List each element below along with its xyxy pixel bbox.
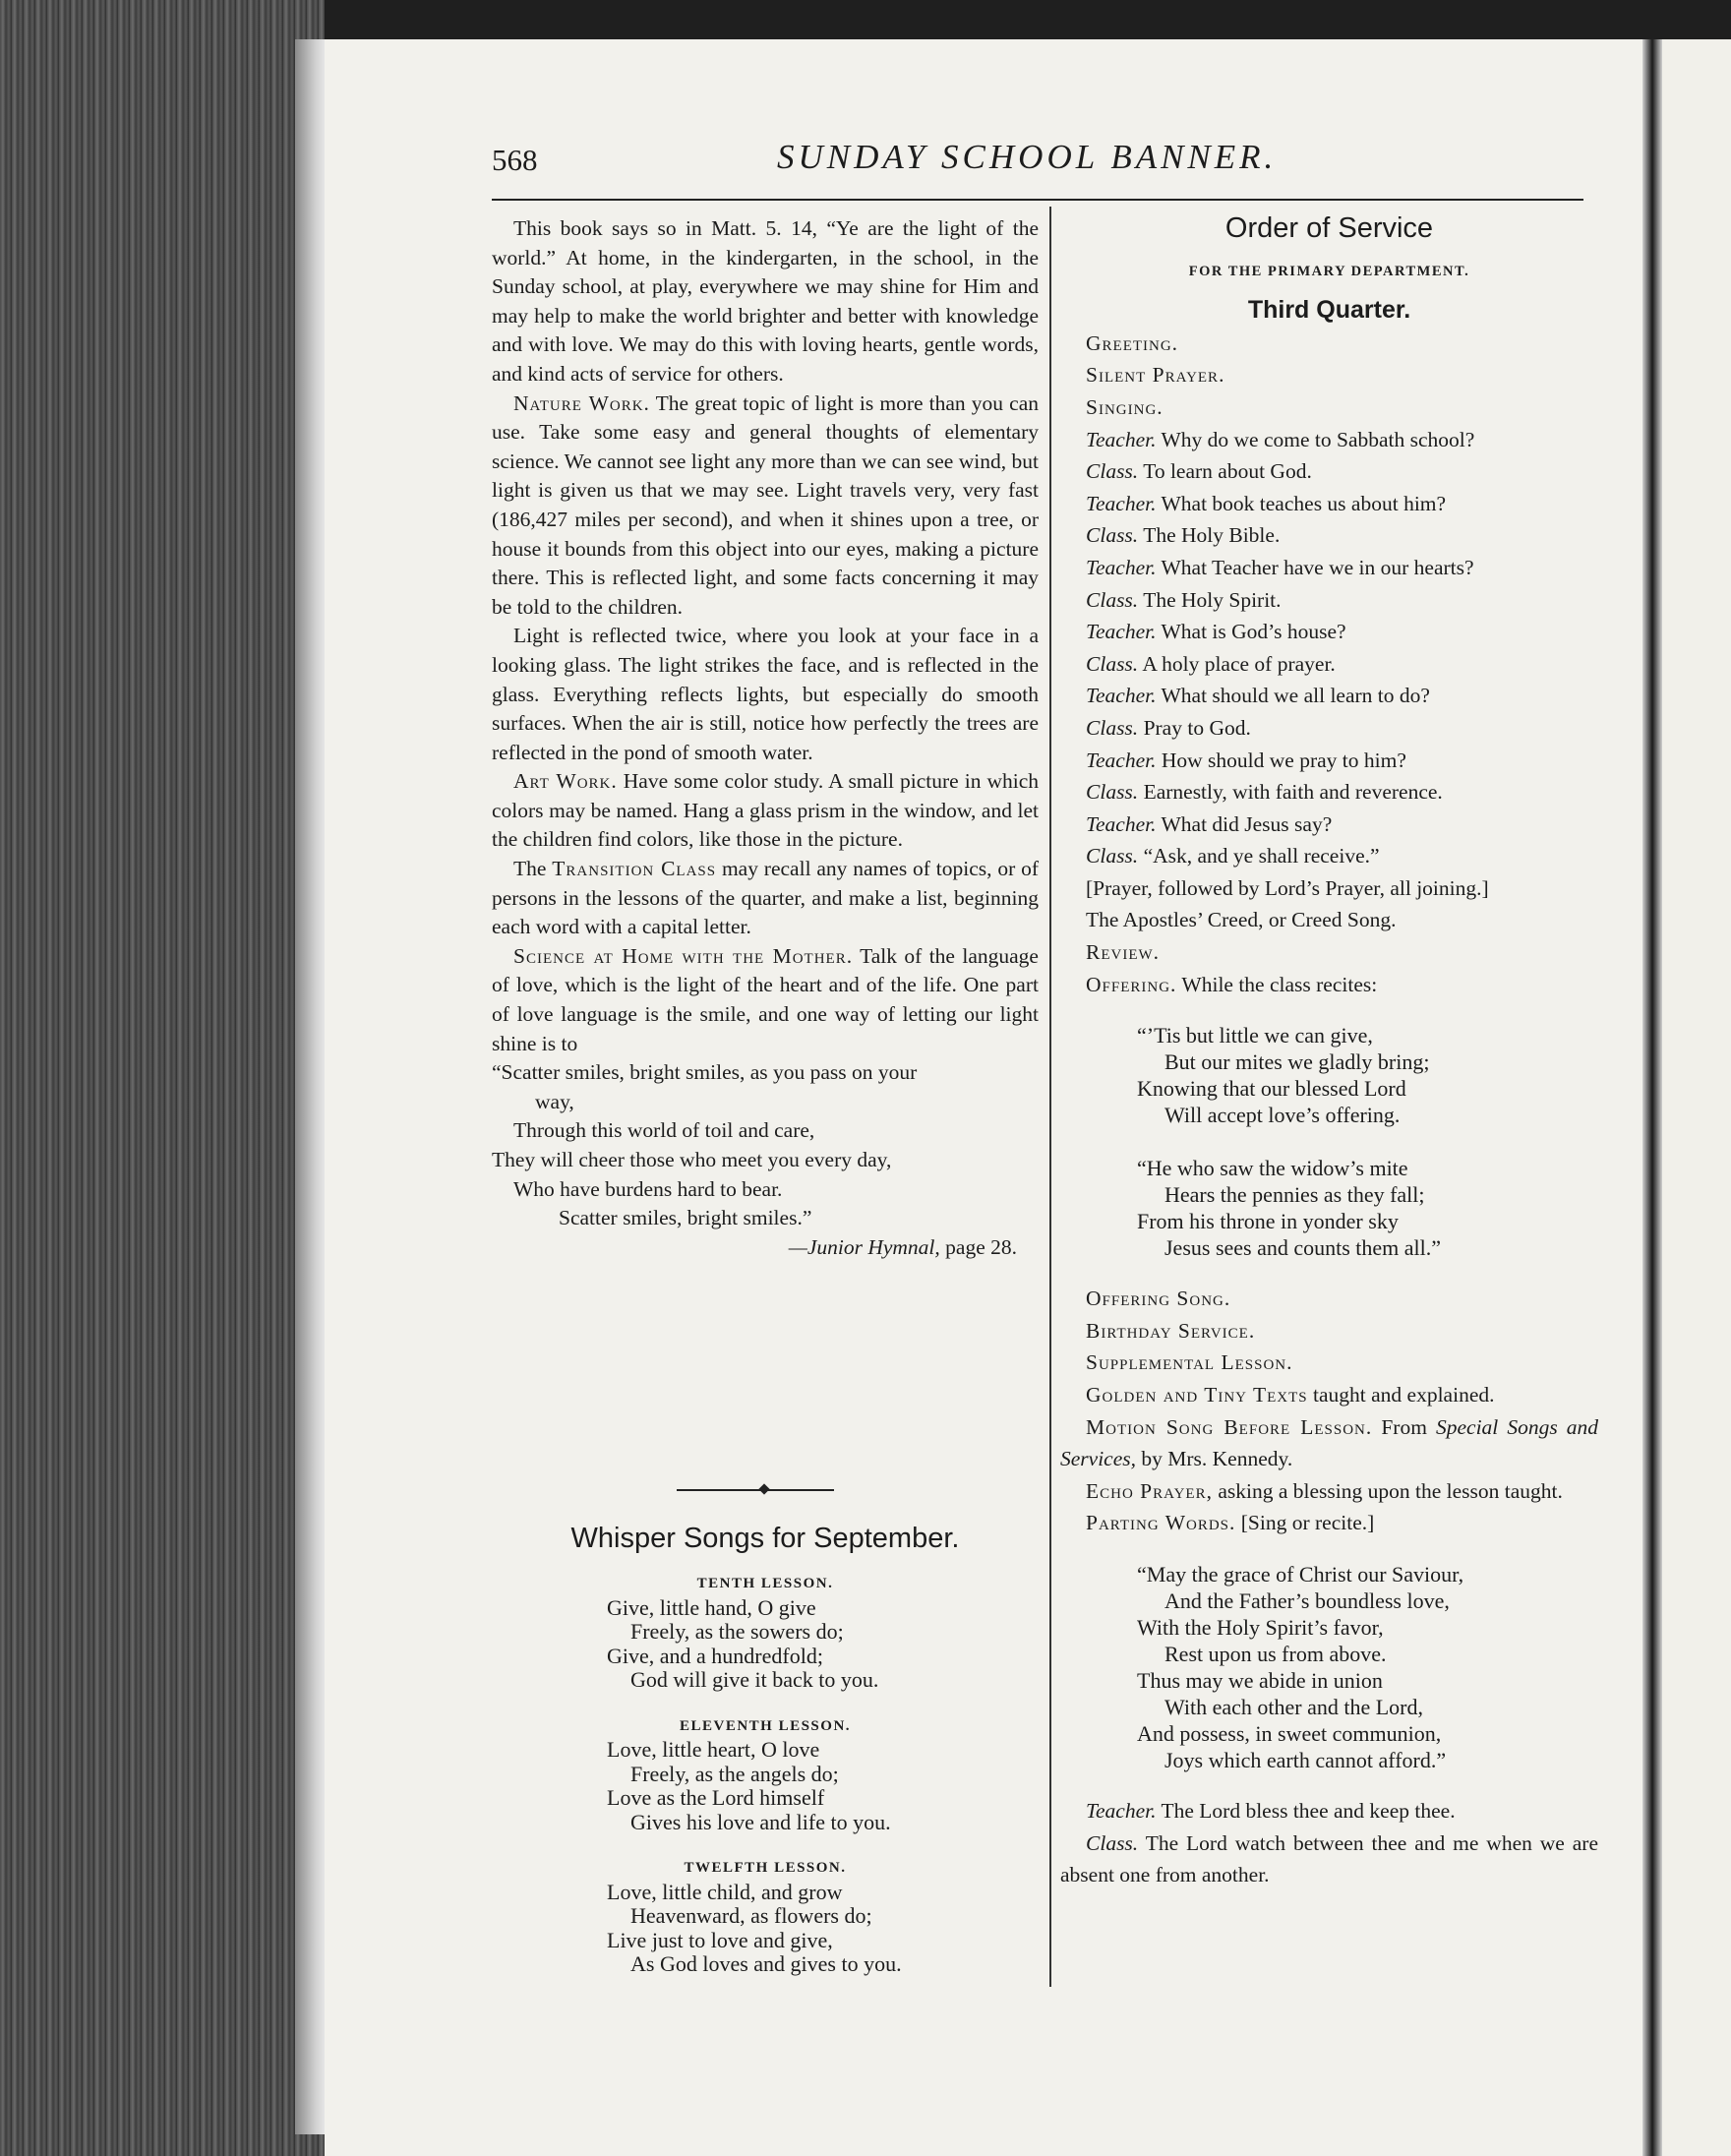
- page-number: 568: [492, 143, 538, 177]
- poem-line: Rest upon us from above.: [1164, 1642, 1387, 1666]
- poem-line: “’Tis but little we can give,: [1137, 1023, 1373, 1048]
- poem-line: Thus may we abide in union: [1137, 1668, 1383, 1693]
- paragraph-text: Talk of the language of love, which is the light of the heart and of the life. One part of love language is the smile, and one way of letting our light shine is to: [492, 943, 1039, 1055]
- song: [607, 1596, 1039, 1693]
- attribution-work: —Junior Hymnal,: [788, 1234, 940, 1259]
- section-lead: Transition Class: [552, 857, 717, 881]
- speaker-label: Class.: [1086, 780, 1139, 805]
- poem-line: But our mites we gladly bring;: [1164, 1049, 1430, 1075]
- item-lead: Golden and Tiny Texts: [1086, 1383, 1308, 1407]
- dialogue-text: A holy place of prayer.: [1142, 651, 1336, 676]
- offering-poem: [1137, 1022, 1598, 1261]
- verse-line: They will cheer those who meet you every day,: [492, 1148, 892, 1171]
- column-rule: [1049, 207, 1051, 1987]
- order-subtitle: FOR THE PRIMARY DEPARTMENT.: [1188, 263, 1470, 279]
- poem-line: With each other and the Lord,: [1164, 1695, 1424, 1719]
- item-lead: Motion Song Before Lesson.: [1086, 1414, 1373, 1439]
- item-text: The Lord watch between thee and me when we are absent one from another.: [1060, 1830, 1598, 1887]
- song: [607, 1881, 1039, 1977]
- song-line: Give, and a hundredfold;: [607, 1643, 823, 1668]
- teacher-line: [1060, 552, 1598, 584]
- verse-line: Through this world of toil and care,: [513, 1118, 815, 1143]
- book-spine-edges: [0, 0, 325, 2156]
- paragraph-text: may recall any names of topics, or of persons in the lessons of the quarter, and make a list, beginning each word with a capital letter.: [492, 857, 1040, 939]
- poem-line: Jesus sees and counts them all.”: [1164, 1235, 1442, 1261]
- song-line: Heavenward, as flowers do;: [630, 1903, 872, 1928]
- item-text: From: [1381, 1414, 1427, 1439]
- speaker-label: Class.: [1086, 459, 1139, 484]
- item-lead: Parting Words.: [1086, 1511, 1236, 1535]
- service-item: [1060, 969, 1598, 1001]
- speaker-label: Teacher.: [1086, 1799, 1157, 1823]
- song-line: God will give it back to you.: [630, 1667, 879, 1692]
- item-text: asking a blessing upon the lesson taught.: [1218, 1478, 1563, 1503]
- dialogue-text: What did Jesus say?: [1161, 811, 1333, 836]
- speaker-label: Teacher.: [1086, 620, 1157, 644]
- paragraph-text: The: [513, 857, 547, 881]
- poem-line: “May the grace of Christ our Saviour,: [1137, 1562, 1464, 1587]
- paragraph: [492, 855, 1039, 942]
- quarter-heading: Third Quarter.: [1247, 296, 1411, 325]
- poem-line: Joys which earth cannot afford.”: [1164, 1748, 1447, 1772]
- dialogue-text: What is God’s house?: [1161, 620, 1346, 644]
- song-line: Love, little heart, O love: [607, 1737, 820, 1762]
- item-text: by Mrs. Kennedy.: [1141, 1447, 1293, 1471]
- verse-attribution: [492, 1233, 1017, 1263]
- parting-poem: [1137, 1561, 1598, 1773]
- whisper-songs: [492, 1572, 1039, 1999]
- poem-line: And the Father’s boundless love,: [1164, 1588, 1450, 1613]
- service-item: Singing.: [1086, 394, 1164, 419]
- service-item: [1060, 1411, 1598, 1475]
- paragraph: [492, 942, 1039, 1058]
- item-text: [Sing or recite.]: [1240, 1511, 1375, 1535]
- dialogue-text: To learn about God.: [1143, 459, 1312, 484]
- attribution-page: page 28.: [945, 1234, 1017, 1259]
- class-line: [1060, 776, 1598, 808]
- song-line: Give, little hand, O give: [607, 1594, 816, 1620]
- dialogue-text: Pray to God.: [1143, 715, 1251, 740]
- service-item: [1060, 1827, 1598, 1891]
- class-line: [1060, 840, 1598, 872]
- dialogue-text: What Teacher have we in our hearts?: [1161, 555, 1474, 579]
- poem-line: And possess, in sweet communion,: [1137, 1721, 1442, 1746]
- lesson-heading: ELEVENTH LESSON.: [679, 1717, 852, 1734]
- teacher-line: [1060, 424, 1598, 456]
- running-title: SUNDAY SCHOOL BANNER.: [777, 138, 1278, 176]
- stanza-gap: [1137, 1128, 1598, 1155]
- class-line: [1060, 712, 1598, 745]
- verse-line: way,: [535, 1089, 574, 1113]
- service-item: Birthday Service.: [1086, 1318, 1256, 1343]
- speaker-label: Class.: [1086, 844, 1139, 868]
- dialogue-text: Why do we come to Sabbath school?: [1161, 427, 1475, 451]
- section-lead: Science at Home with the Mother.: [513, 943, 854, 968]
- item-text: The Lord bless thee and keep thee.: [1161, 1799, 1456, 1823]
- song-line: Live just to love and give,: [607, 1927, 833, 1952]
- service-item: The Apostles’ Creed, or Creed Song.: [1086, 908, 1397, 932]
- speaker-label: Teacher.: [1086, 748, 1157, 772]
- class-line: [1060, 584, 1598, 617]
- lesson-heading: TWELFTH LESSON.: [684, 1860, 847, 1876]
- service-item: Supplemental Lesson.: [1086, 1350, 1293, 1375]
- class-line: [1060, 519, 1598, 552]
- service-item: [Prayer, followed by Lord’s Prayer, all joining.]: [1086, 875, 1489, 900]
- item-book: Special Songs and Services,: [1060, 1414, 1599, 1471]
- song-line: Gives his love and life to you.: [630, 1809, 891, 1834]
- order-of-service-title: Order of Service: [1224, 212, 1434, 244]
- song-line: Freely, as the sowers do;: [630, 1619, 844, 1644]
- paragraph: [492, 389, 1039, 623]
- item-lead: Offering.: [1086, 972, 1177, 996]
- right-column: [1060, 214, 1598, 1891]
- song: [607, 1738, 1039, 1834]
- teacher-line: [1060, 488, 1598, 520]
- service-item: Silent Prayer.: [1086, 363, 1225, 388]
- speaker-label: Class.: [1086, 1830, 1139, 1855]
- service-item: [1060, 1507, 1598, 1539]
- service-item: Review.: [1086, 940, 1161, 965]
- speaker-label: Class.: [1086, 523, 1139, 548]
- item-lead: Echo Prayer,: [1086, 1478, 1213, 1503]
- speaker-label: Class.: [1086, 651, 1139, 676]
- poem-line: From his throne in yonder sky: [1137, 1209, 1399, 1234]
- speaker-label: Teacher.: [1086, 811, 1157, 836]
- speaker-label: Class.: [1086, 715, 1139, 740]
- item-text: While the class recites:: [1181, 972, 1378, 996]
- lesson-heading: TENTH LESSON.: [696, 1576, 834, 1591]
- dialogue-text: The Holy Bible.: [1143, 523, 1281, 548]
- verse-line: “Scatter smiles, bright smiles, as you pass on your: [492, 1060, 918, 1085]
- quoted-verse: [492, 1058, 1039, 1233]
- class-line: [1060, 455, 1598, 488]
- poem-line: Hears the pennies as they fall;: [1164, 1182, 1425, 1208]
- catechism-dialogue: [1060, 424, 1598, 872]
- page-stack-edge: [295, 39, 328, 2134]
- poem-line: “He who saw the widow’s mite: [1137, 1156, 1408, 1181]
- poem-line: With the Holy Spirit’s favor,: [1137, 1615, 1384, 1640]
- ornament-rule: [677, 1489, 834, 1491]
- speaker-label: Teacher.: [1086, 555, 1157, 579]
- song-line: Love as the Lord himself: [607, 1785, 825, 1810]
- paragraph-text: The great topic of light is more than you can use. Take some easy and general thoughts of elementary science. We cannot see light any more than we can see wind, but light is given us that we may see. Light travels very, very fast (186,427 miles per second), and when it shines upon a tree, or house it bounds from this object into our eyes, making a picture there. This is reflected light, and some facts concerning it may be told to the children.: [492, 390, 1039, 619]
- verse-line: Who have burdens hard to bear.: [513, 1176, 783, 1201]
- facing-page-edge: [1662, 39, 1731, 2156]
- class-line: [1060, 648, 1598, 681]
- service-item: Greeting.: [1086, 330, 1179, 355]
- service-item: [1060, 1475, 1598, 1508]
- verse-line: Scatter smiles, bright smiles.”: [559, 1206, 812, 1230]
- song-line: As God loves and gives to you.: [630, 1951, 902, 1976]
- dialogue-text: What book teaches us about him?: [1161, 491, 1447, 515]
- service-item: [1060, 1379, 1598, 1411]
- dialogue-text: Earnestly, with faith and reverence.: [1143, 780, 1443, 805]
- speaker-label: Class.: [1086, 587, 1139, 612]
- paragraph: Light is reflected twice, where you look at your face in a looking glass. The light strikes the face, and is reflected in the glass. Everything reflects lights, but especially do smooth surfaces. When the air is still, notice how perfectly the trees are reflected in the pond of smooth water.: [492, 624, 1039, 764]
- teacher-line: [1060, 808, 1598, 841]
- speaker-label: Teacher.: [1086, 684, 1157, 708]
- section-lead: Nature Work.: [513, 390, 650, 415]
- teacher-line: [1060, 745, 1598, 777]
- speaker-label: Teacher.: [1086, 491, 1157, 515]
- poem-line: Knowing that our blessed Lord: [1137, 1076, 1406, 1102]
- section-lead: Art Work.: [513, 769, 618, 794]
- dialogue-text: What should we all learn to do?: [1161, 684, 1430, 708]
- whisper-songs-title: Whisper Songs for September.: [570, 1523, 960, 1554]
- speaker-label: Teacher.: [1086, 427, 1157, 451]
- dialogue-text: “Ask, and ye shall receive.”: [1143, 844, 1380, 868]
- service-item: Offering Song.: [1086, 1287, 1231, 1311]
- header-rule: [492, 199, 1583, 201]
- poem-line: Will accept love’s offering.: [1164, 1103, 1401, 1128]
- dialogue-text: How should we pray to him?: [1161, 748, 1406, 772]
- item-text: taught and explained.: [1313, 1383, 1495, 1407]
- teacher-line: [1060, 680, 1598, 712]
- service-item: [1060, 1795, 1598, 1827]
- book-gutter: [1642, 39, 1662, 2156]
- paragraph-text: Have some color study. A small picture in which colors may be named. Hang a glass prism in the window, and let the children find colors, like those in the picture.: [492, 769, 1039, 852]
- song-line: Freely, as the angels do;: [630, 1761, 839, 1786]
- left-column: [492, 214, 1039, 1262]
- song-line: Love, little child, and grow: [607, 1879, 843, 1904]
- paragraph: This book says so in Matt. 5. 14, “Ye are the light of the world.” At home, in the kindergarten, in the school, in the Sunday school, at play, everywhere we may shine for Him and may help to make the world brighter and better with knowledge and with love. We may do this with loving hearts, gentle words, and kind acts of service for others.: [492, 216, 1039, 386]
- paragraph: [492, 767, 1039, 855]
- dialogue-text: The Holy Spirit.: [1143, 587, 1282, 612]
- teacher-line: [1060, 616, 1598, 648]
